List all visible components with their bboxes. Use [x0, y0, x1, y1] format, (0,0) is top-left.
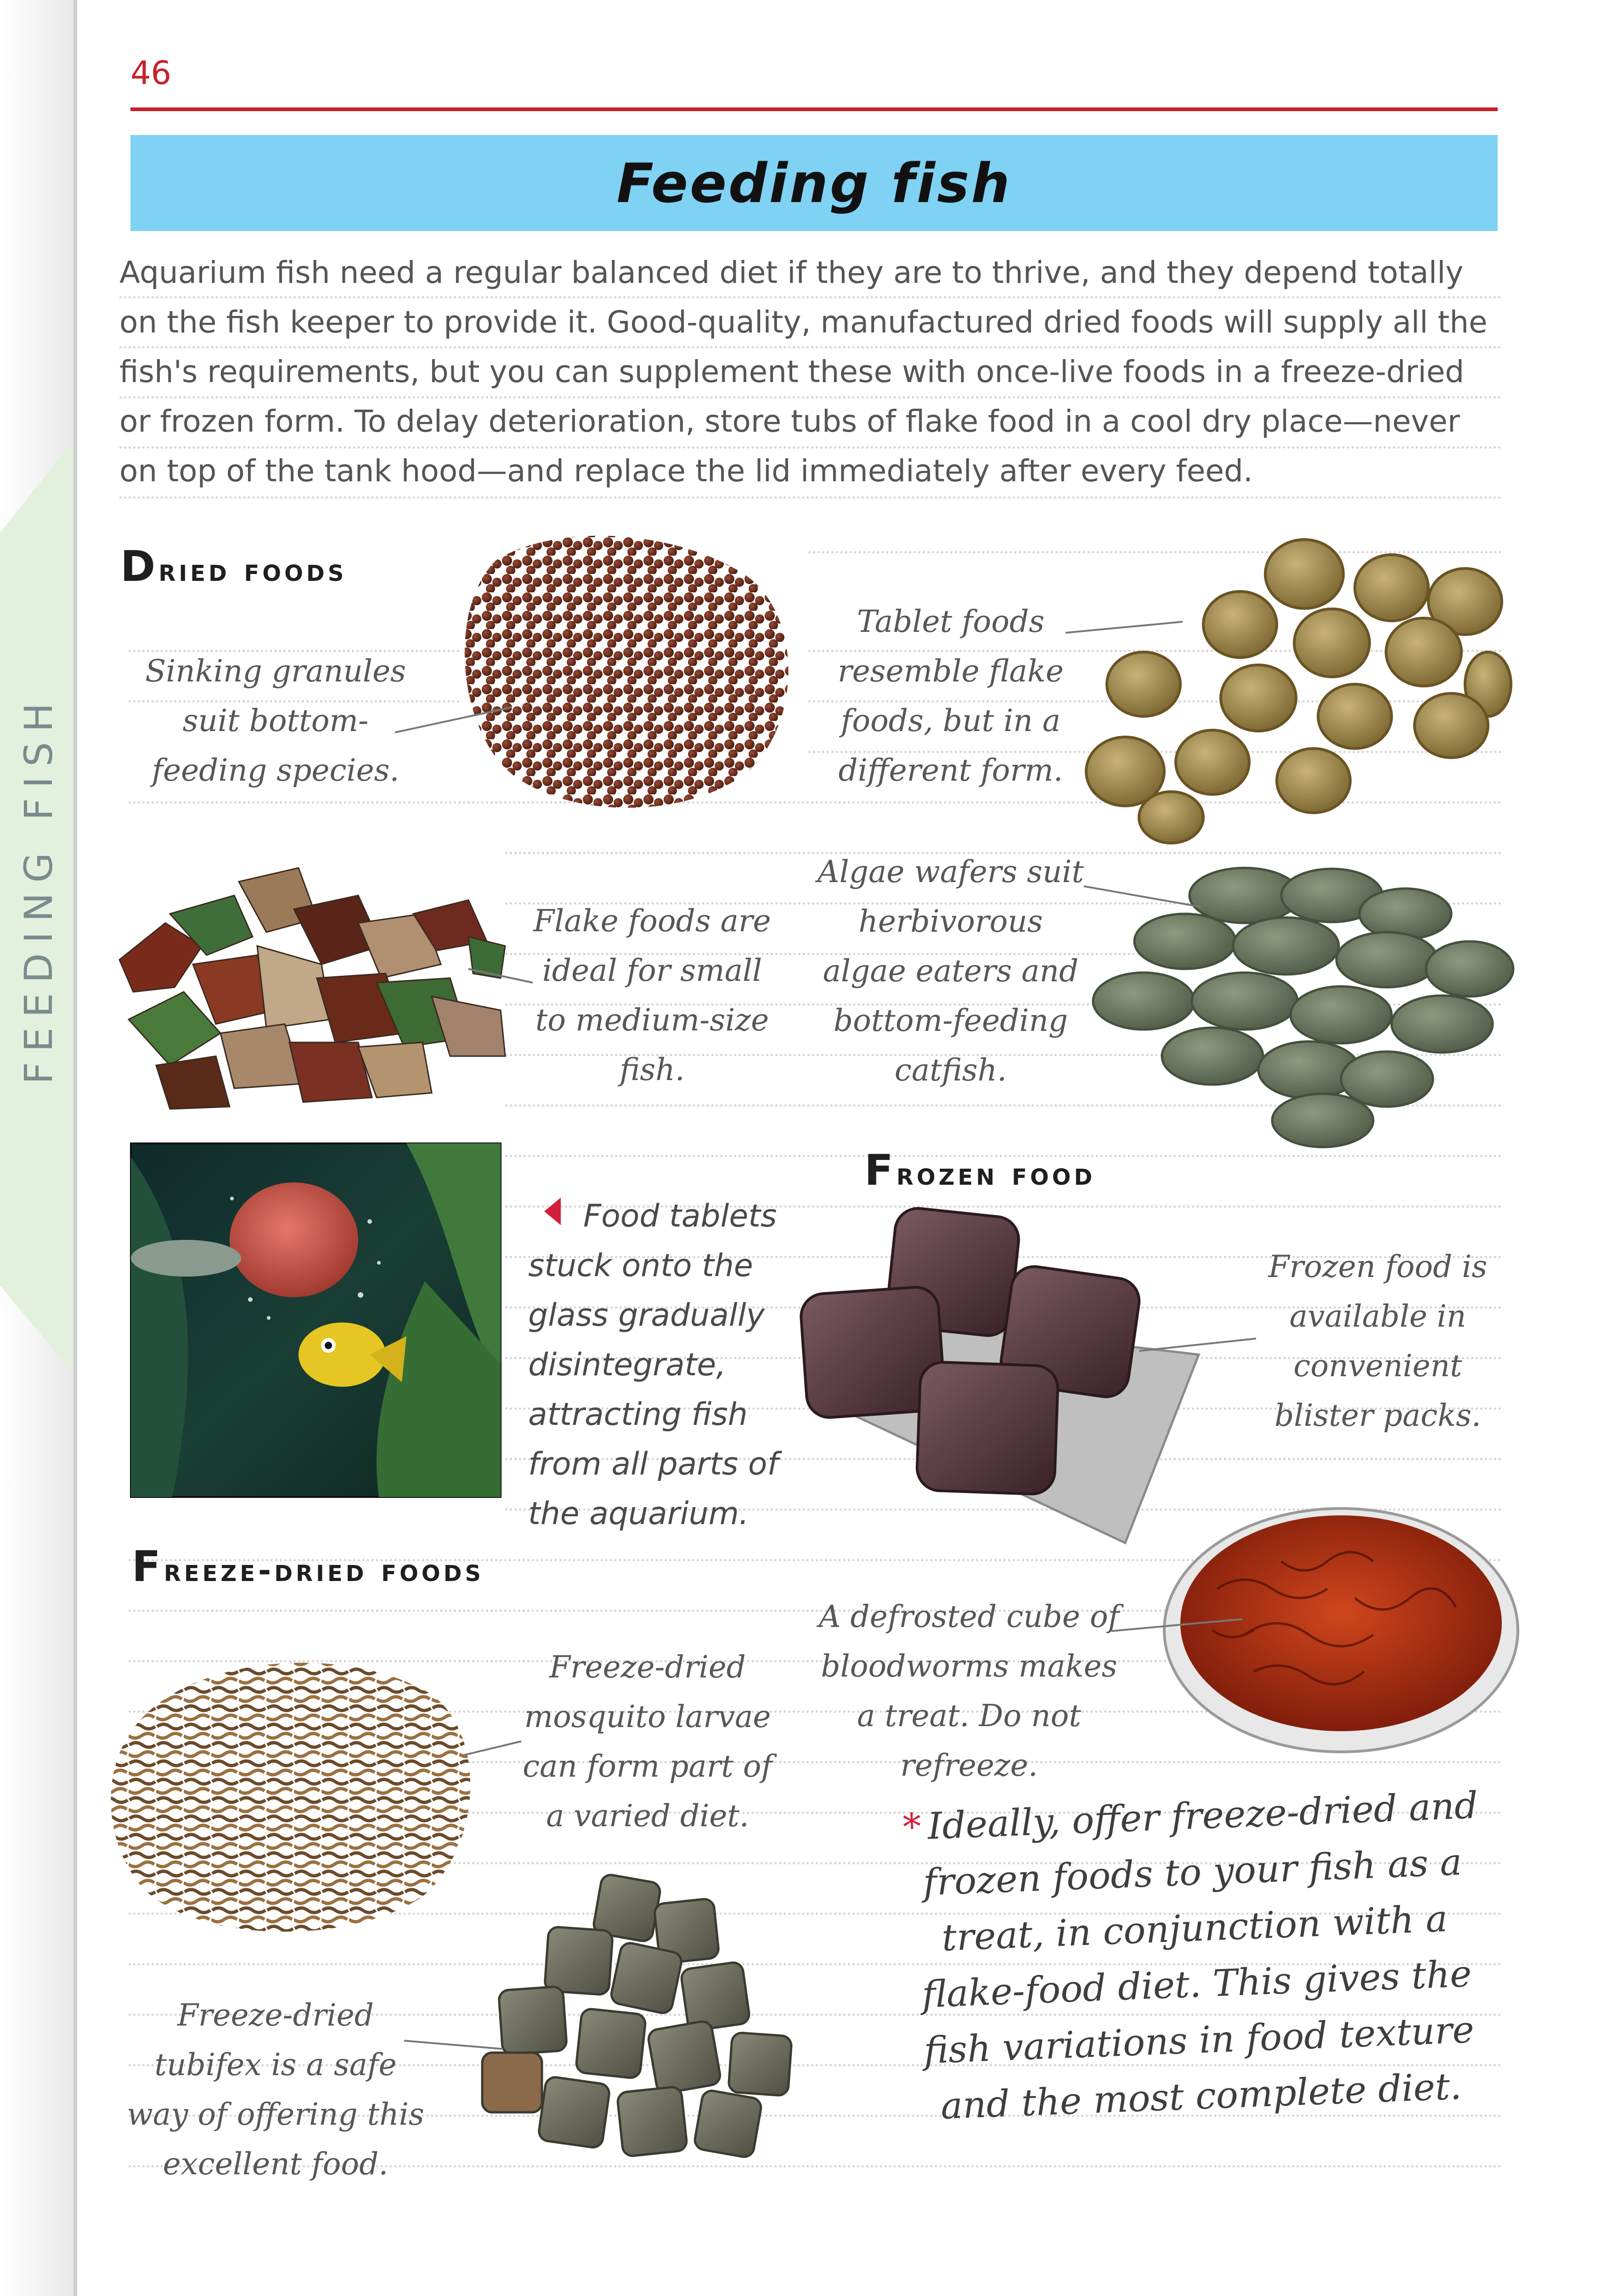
flake-foods-image	[101, 827, 524, 1116]
caption-bloodworms: A defrosted cube of bloodworms makes a treat. Do not refreeze.	[818, 1599, 1120, 1783]
caption-tubifex: Freeze-dried tubifex is a safe way of offering this excellent food.	[127, 1998, 424, 2182]
sinking-granules-image	[441, 519, 808, 822]
tubifex-cubes-image	[482, 1874, 831, 2177]
caption-frozen-food: Frozen food is available in convenient blister packs.	[1268, 1249, 1488, 1433]
binding-line	[73, 0, 77, 2296]
aquarium-photo	[131, 1143, 501, 1497]
frozen-food-blister-pack-image	[795, 1203, 1208, 1548]
tablet-foods-image	[1075, 533, 1511, 845]
caption-algae-wafers: Algae wafers suit herbivorous algae eaters and bottom-feeding catfish.	[817, 854, 1084, 1088]
caption-mosquito-larvae: Freeze-dried mosquito larvae can form part of a varied diet.	[523, 1649, 772, 1834]
leader-line	[1111, 1616, 1245, 1635]
header-rule	[130, 107, 1498, 111]
page-number: 46	[130, 54, 172, 92]
caption-sinking-granules: Sinking granules suit bottom-feeding species.	[145, 653, 406, 788]
caption-tablet-foods: Tablet foods resemble flake foods, but in a different form.	[838, 604, 1064, 788]
side-label: FEEDING FISH	[16, 692, 61, 1085]
section-heading-dried-foods: Dried foods	[120, 542, 347, 591]
leader-line	[1084, 882, 1203, 914]
caption-flake-foods: Flake foods are ideal for small to medium-size fish.	[533, 903, 771, 1087]
page-title: Feeding fish	[616, 151, 1012, 215]
caption-food-tablets-photo: Food tablets stuck onto the glass gradually disintegrate, attracting fish from all parts of the aquarium.	[528, 1198, 778, 1532]
tip-note-text: Ideally, offer freeze-dried and frozen foods to your fish as a treat, in conjunction with a flake-food diet. This gives the fish variations in food texture and the most complete diet.	[921, 1784, 1479, 2127]
title-banner	[130, 135, 1498, 231]
mosquito-larvae-image	[101, 1630, 491, 1942]
intro-paragraph: Aquarium fish need a regular balanced diet if they are to thrive, and they depend totally on the fish keeper to provide it. Good-quality, manufactured dried foods will supply all the fish's requirements, but you can supplement these with once-live foods in a freeze-dried or frozen form. To delay deterioration, store tubs of flake food in a cool dry place—never on top of the tank hood—and replace the lid immediately after every feed.	[119, 255, 1488, 489]
section-heading-frozen-food: Frozen food	[864, 1146, 1096, 1195]
tip-note	[886, 1777, 1505, 2136]
asterisk-icon: *	[902, 1805, 922, 1849]
section-heading-freeze-dried-foods: Freeze-dried foods	[132, 1542, 484, 1591]
